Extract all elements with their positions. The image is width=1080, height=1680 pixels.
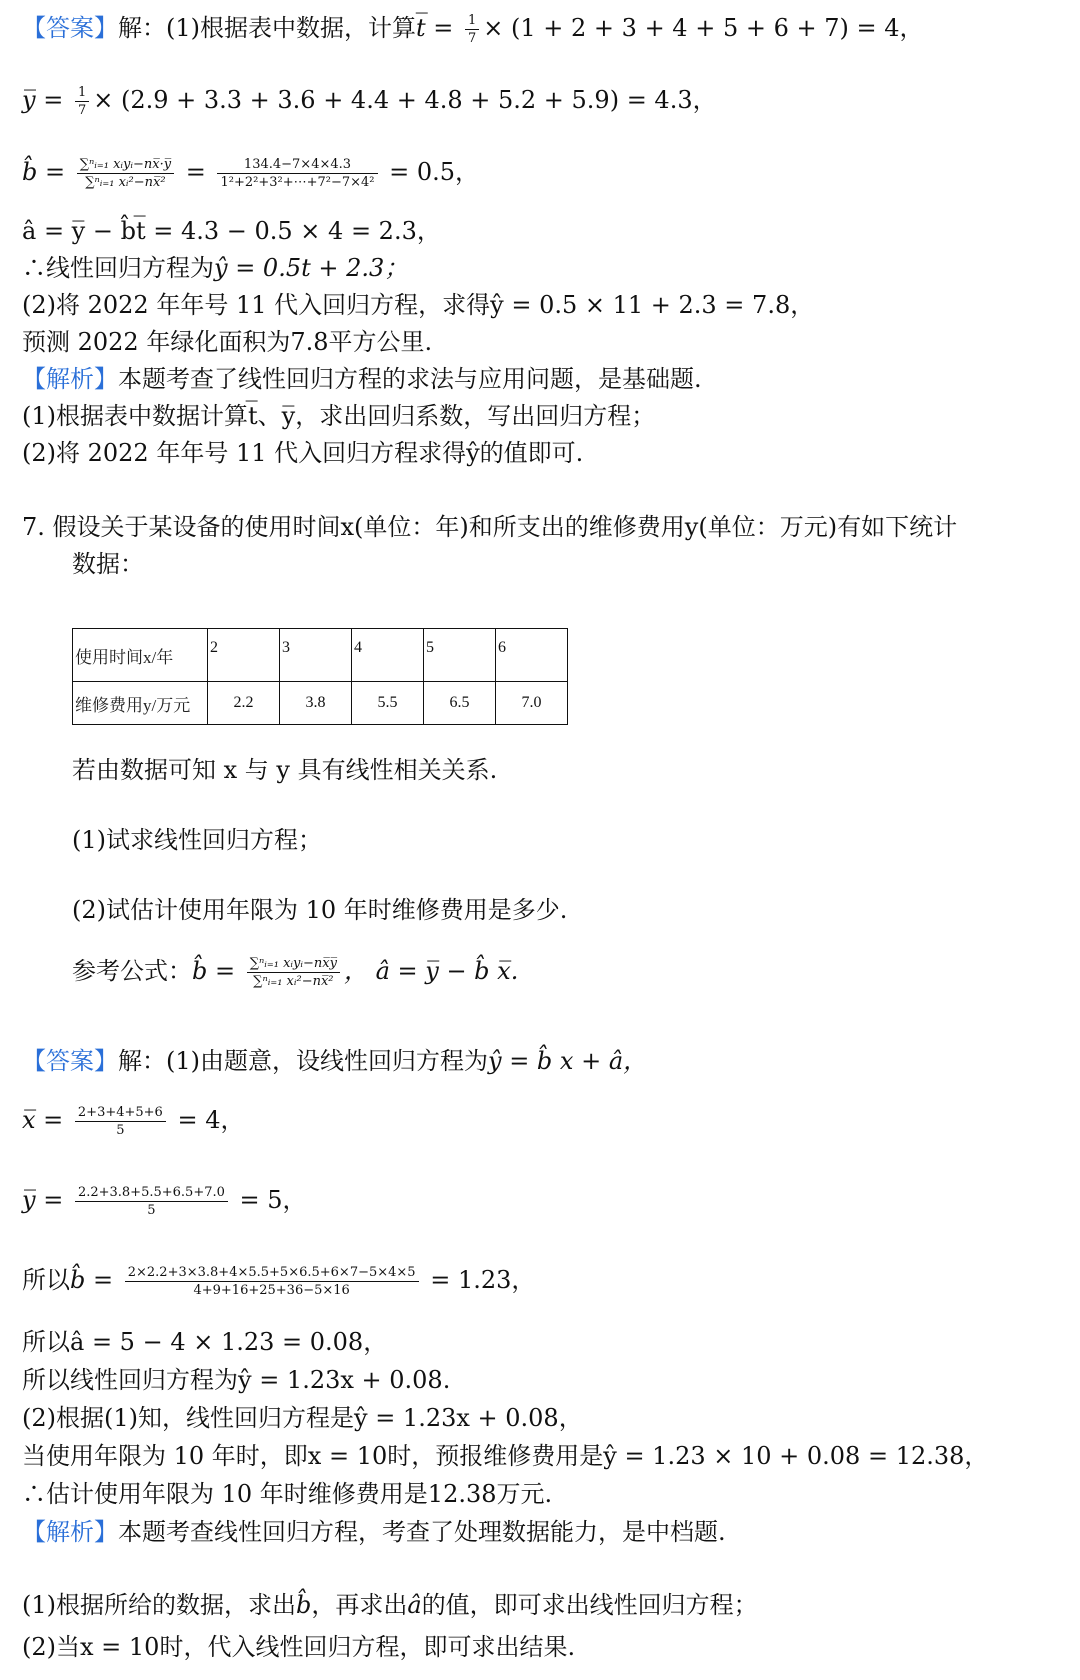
fraction [217, 156, 377, 191]
text: (2)将 2022 年年号 11 代入回归方程，求得 [22, 291, 491, 319]
analysis-line-2: (1)根据表中数据计算t̅、y̅，求出回归系数，写出回归方程； [22, 402, 656, 430]
math: b̂ = [22, 158, 73, 186]
answer-line-3 [22, 156, 479, 191]
math: b̂ = [192, 957, 243, 985]
math: = 5， [231, 1186, 307, 1214]
frac-num: 2.2+3.8+5.5+6.5+7.0 [75, 1184, 228, 1202]
answer-tag: 【答案】 [22, 14, 118, 42]
text: 预测 2022 年绿化面积为 [22, 328, 291, 356]
analysis-line-1 [22, 364, 702, 394]
table-cell: 3 [280, 629, 352, 682]
frac-den: 7 [77, 103, 87, 118]
frac-den: 7 [468, 31, 477, 46]
answer-line-1 [22, 12, 924, 47]
question-7-part-2: (2)试估计使用年限为 10 年时维修费用是多少. [72, 896, 568, 924]
answer2-line-3 [22, 1184, 307, 1219]
math: = [178, 158, 214, 186]
table-cell: 5 [424, 629, 496, 682]
math: = 4， [169, 1106, 245, 1134]
text: 解：(1)由题意，设线性回归方程为 [118, 1047, 488, 1075]
frac-num: 2+3+4+5+6 [75, 1104, 166, 1122]
answer2-line-6 [22, 1365, 450, 1395]
frac-den: 5 [147, 1203, 156, 1218]
math: b̂ [296, 1591, 312, 1619]
question-7-stem-cont: 数据： [72, 550, 144, 578]
frac-num: 1 [75, 84, 89, 102]
math: x̅ = [22, 1106, 71, 1134]
math: ŷ = 1.23x + 0.08. [238, 1366, 451, 1394]
table-header-cell: 维修费用y/万元 [73, 682, 208, 725]
answer-line-2 [22, 84, 717, 119]
answer2-line-4 [22, 1264, 535, 1299]
answer2-line-7 [22, 1403, 583, 1433]
table-cell: 5.5 [352, 682, 424, 725]
text: 所以 [22, 1328, 70, 1356]
text: ∴估计使用年限为 10 年时维修费用是 [22, 1480, 428, 1508]
analysis-tag: 【解析】 [22, 1518, 118, 1546]
table-cell: 6 [496, 629, 568, 682]
frac-num: ∑ⁿᵢ₌₁ xᵢyᵢ−nx̅·y̅ [77, 156, 174, 174]
math: ŷ = 1.23 × 10 + 0.08 = 12.38， [603, 1442, 989, 1470]
table-cell: 3.8 [280, 682, 352, 725]
frac-num: 134.4−7×4×4.3 [217, 156, 377, 174]
math: y̅ = [22, 1186, 71, 1214]
table-cell: 4 [352, 629, 424, 682]
text: 本题考查了线性回归方程的求法与应用问题，是基础题. [118, 365, 702, 393]
table-cell: 6.5 [424, 682, 496, 725]
frac-num: 1 [465, 12, 479, 30]
text: 解：(1)根据表中数据，计算 [118, 14, 416, 42]
math: â = 5 − 4 × 1.23 = 0.08， [70, 1328, 388, 1356]
frac-num: 2×2.2+3×3.8+4×5.5+5×6.5+6×7−5×4×5 [125, 1264, 419, 1282]
fraction [125, 1264, 419, 1299]
table-row [73, 682, 568, 725]
answer2-line-1 [22, 1046, 647, 1076]
math: = 1.23， [422, 1266, 536, 1294]
math: × (2.9 + 3.3 + 3.6 + 4.4 + 4.8 + 5.2 + 5.9) = 4.3， [93, 86, 717, 114]
question-7-condition: 若由数据可知 x 与 y 具有线性相关关系. [72, 756, 498, 784]
math: t̅ = [416, 14, 462, 42]
text: (2)当 [22, 1633, 80, 1661]
answer2-line-8 [22, 1441, 988, 1471]
table-cell: 2 [208, 629, 280, 682]
answer2-line-9 [22, 1479, 552, 1509]
math: x = 10 [307, 1442, 388, 1470]
fraction [465, 12, 479, 47]
fraction [247, 955, 340, 990]
math: x = 10 [80, 1633, 160, 1661]
text: 时，代入线性回归方程，即可求出结果. [159, 1633, 576, 1661]
fraction [75, 1184, 228, 1219]
text: ，再求出 [311, 1591, 408, 1619]
math: ， â = y̅ − b̂ x̅. [343, 957, 519, 985]
text: 的值，即可求出线性回归方程； [421, 1591, 758, 1619]
math: ŷ = 0.5 × 11 + 2.3 = 7.8， [490, 291, 815, 319]
text: ∴线性回归方程为 [22, 254, 214, 282]
frac-den: ∑ⁿᵢ₌₁ xᵢ²−nx̅² [253, 974, 334, 989]
analysis-line-3: (2)将 2022 年年号 11 代入回归方程求得ŷ的值即可. [22, 439, 584, 467]
text: 时，预报维修费用是 [387, 1442, 604, 1470]
answer-line-6 [22, 290, 814, 320]
value: 7.8平方公里 [290, 328, 425, 356]
table-cell: 7.0 [496, 682, 568, 725]
math: × (1 + 2 + 3 + 4 + 5 + 6 + 7) = 4， [483, 14, 924, 42]
answer2-line-5 [22, 1327, 387, 1357]
frac-den: ∑ⁿᵢ₌₁ xᵢ²−nx̅² [85, 175, 166, 190]
table-row [73, 629, 568, 682]
table-cell: 2.2 [208, 682, 280, 725]
fraction [77, 156, 174, 191]
math: ŷ = 1.23x + 0.08， [354, 1404, 583, 1432]
math: y̅ = [22, 86, 71, 114]
text: (2)根据(1)知，线性回归方程是 [22, 1404, 354, 1432]
frac-den: 4+9+16+25+36−5×16 [193, 1283, 350, 1298]
text: . [544, 1480, 553, 1508]
frac-num: ∑ⁿᵢ₌₁ xᵢyᵢ−nx̅y̅ [247, 955, 340, 973]
math: ŷ = 0.5t + 2.3； [214, 254, 409, 282]
text: 所以线性回归方程为 [22, 1366, 238, 1394]
fraction [75, 84, 89, 119]
math: ŷ = b̂ x + â， [488, 1047, 648, 1075]
value: 12.38万元 [427, 1480, 545, 1508]
data-table [72, 628, 568, 725]
answer-line-7 [22, 327, 432, 357]
question-7-reference-formula [72, 955, 518, 990]
text: . [424, 328, 433, 356]
text: 当使用年限为 10 年时，即 [22, 1442, 308, 1470]
frac-den: 1²+2²+3²+⋯+7²−7×4² [220, 175, 375, 190]
math: b̂ = [70, 1266, 121, 1294]
text: 本题考查线性回归方程，考查了处理数据能力，是中档题. [118, 1518, 726, 1546]
question-7-part-1: (1)试求线性回归方程； [72, 826, 322, 854]
analysis-tag: 【解析】 [22, 365, 118, 393]
analysis2-line-3 [22, 1632, 575, 1662]
text: 参考公式： [72, 957, 192, 985]
text: 所以 [22, 1266, 70, 1294]
frac-den: 5 [116, 1123, 125, 1138]
answer-line-4: â = y̅ − b̂t̅ = 4.3 − 0.5 × 4 = 2.3， [22, 217, 441, 245]
fraction [75, 1104, 166, 1139]
math: â [407, 1591, 422, 1619]
answer-tag: 【答案】 [22, 1047, 118, 1075]
analysis2-line-1 [22, 1517, 726, 1547]
analysis2-line-2 [22, 1590, 758, 1620]
answer2-line-2 [22, 1104, 244, 1139]
text: (1)根据所给的数据，求出 [22, 1591, 296, 1619]
math: = 0.5， [381, 158, 480, 186]
question-7-stem: 7. 假设关于某设备的使用时间x(单位：年)和所支出的维修费用y(单位：万元)有如下统计 [22, 513, 958, 541]
answer-line-5 [22, 253, 408, 283]
table-header-cell: 使用时间x/年 [73, 629, 208, 682]
